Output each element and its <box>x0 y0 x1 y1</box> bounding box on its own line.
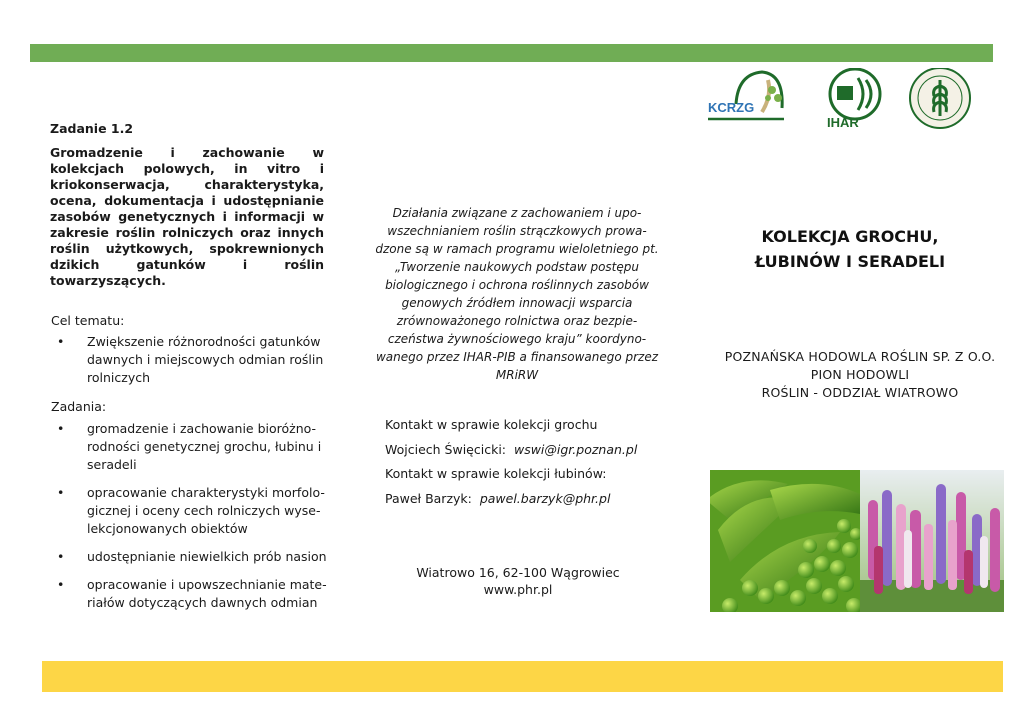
title-line-1: KOLEKCJA GROCHU, <box>761 227 939 246</box>
task-item: • opracowanie i upowszechnianie mate-riałów dotyczących dawnych odmian <box>57 577 327 610</box>
kcrzg-logo <box>708 72 784 119</box>
collection-title <box>700 224 1000 274</box>
goal-list <box>51 333 331 387</box>
task-title: Zadanie 1.2 <box>50 121 134 136</box>
lupins-half <box>860 470 1004 612</box>
title-line-2: ŁUBINÓW I SERADELI <box>754 252 946 271</box>
task-item: • gromadzenie i zachowanie bioróżno-rodności genetycznej grochu, łubinu i seradeli <box>57 421 322 472</box>
bullet-icon: • <box>57 334 65 349</box>
bullet-icon: • <box>57 485 65 500</box>
contact-lupin-email[interactable]: pawel.barzyk@phr.pl <box>479 490 611 506</box>
bottom-yellow-bar <box>42 661 1003 692</box>
task-item: • udostępnianie niewielkich prób nasion <box>57 549 327 564</box>
goal-label: Cel tematu: <box>51 313 125 328</box>
goal-item: • Zwiększenie różnorodności gatunków dawnych i miejscowych odmian roślin rolniczych <box>57 334 324 385</box>
ministry-seal-icon <box>910 68 970 128</box>
contact-pea-email[interactable]: wswi@igr.poznan.pl <box>513 441 638 457</box>
tasks-list <box>51 420 341 622</box>
contact-pea-row <box>385 438 675 463</box>
kcrzg-logo-text: KCRZG <box>708 100 755 115</box>
org-line-1: POZNAŃSKA HODOWLA ROŚLIN SP. Z O.O. <box>724 349 996 364</box>
task-item: • opracowanie charakterystyki morfolo-gicznej i oceny cech rolniczych wyse-lekcjonowanych obiektów <box>57 485 325 536</box>
contacts-block <box>385 413 675 511</box>
website-link[interactable]: www.phr.pl <box>483 582 553 597</box>
organization-name <box>700 348 1020 402</box>
contact-lupin-name: Paweł Barzyk: <box>385 490 472 506</box>
contact-lupin-row <box>385 487 675 512</box>
postal-address: Wiatrowo 16, 62-100 Wągrowiec <box>416 565 620 580</box>
org-line-3: ROŚLIN - ODDZIAŁ WIATROWO <box>761 385 959 400</box>
top-green-bar <box>30 44 993 62</box>
bullet-icon: • <box>57 549 65 564</box>
contact-lupin-label: Kontakt w sprawie kolekcji łubinów: <box>385 466 607 481</box>
contact-pea-label: Kontakt w sprawie kolekcji grochu <box>385 417 598 432</box>
ihar-logo-text: IHAR <box>827 115 859 130</box>
contact-pea-name: Wojciech Święcicki: <box>385 441 507 457</box>
ihar-logo <box>827 69 880 130</box>
program-description: Działania związane z zachowaniem i upo-wszechnianiem roślin strączkowych prowa-dzone są w ramach programu wieloletniego pt. „Tworzenie naukowych podstaw postępu biologicznego i ochrona roślinnych zasobów genowych źródłem innowacji wsparcia zrównoważonego rolnictwa oraz bezpie-czeństwa żywnościowego kraju” koordyno-wanego przez IHAR-PIB a finansowanego przez MRiRW <box>375 206 659 382</box>
peas-lupins-photo <box>710 470 1004 612</box>
tasks-label: Zadania: <box>51 399 107 414</box>
bullet-icon: • <box>57 421 65 436</box>
bullet-icon: • <box>57 577 65 592</box>
address-block <box>380 564 656 598</box>
logos-row <box>706 68 986 132</box>
org-line-2: PION HODOWLI <box>810 367 910 382</box>
task-description: Gromadzenie i zachowanie w kolekcjach polowych, in vitro i kriokonserwacja, charakterystyka, ocena, dokumentacja i udostępnianie zasobów genetycznych i informacji w zakresie roślin rolniczych oraz innych roślin użytkowych, spokrewnionych dzikich gatunków i roślin towarzyszących. <box>50 145 324 288</box>
peas-half <box>710 470 862 612</box>
